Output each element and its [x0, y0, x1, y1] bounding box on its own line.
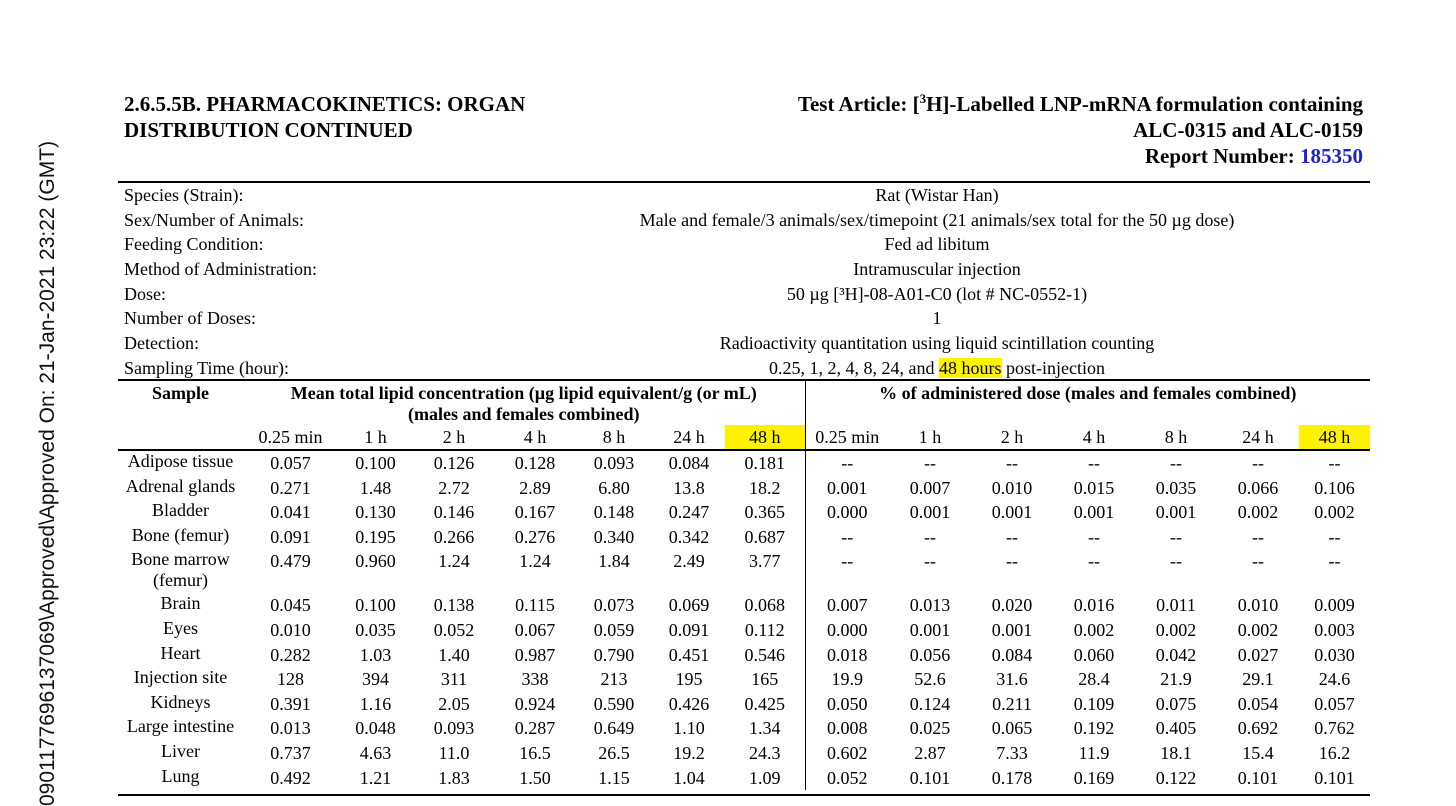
- dose-percent-cell: 0.002: [1155, 619, 1197, 640]
- concentration-cell: 16.5: [519, 742, 551, 763]
- concentration-cell: 0.041: [270, 502, 311, 523]
- sample-name-line: Brain: [160, 593, 201, 614]
- concentration-cell: 0.148: [593, 502, 635, 523]
- concentration-cell: 0.146: [433, 502, 475, 523]
- dose-percent-cell: 0.001: [1155, 502, 1197, 523]
- dose-percent-cell: 0.052: [827, 767, 868, 788]
- dose-percent-cell: 0.015: [1073, 477, 1115, 498]
- dose-percent-cell: --: [1170, 453, 1182, 473]
- concentration-cell: 0.126: [433, 453, 475, 473]
- concentration-cell: 0.100: [355, 595, 396, 616]
- concentration-cell: 0.115: [515, 595, 555, 616]
- concentration-cell: 0.451: [668, 644, 710, 665]
- sample-name-line: Kidneys: [150, 691, 211, 712]
- concentration-cell: 0.167: [514, 502, 556, 523]
- meta-value: Rat (Wistar Han): [875, 185, 999, 205]
- meta-row: [124, 306, 1370, 331]
- dose-percent-cell: 0.405: [1155, 718, 1197, 739]
- concentration-cell: 394: [362, 669, 389, 690]
- sample-name-line: (femur): [153, 570, 208, 591]
- concentration-cell: 0.987: [514, 644, 556, 665]
- concentration-cell: 26.5: [598, 742, 630, 763]
- concentration-cell: 0.287: [514, 718, 556, 739]
- dose-percent-cell: --: [1088, 551, 1100, 572]
- conc-timepoint-header: 1 h: [338, 425, 413, 450]
- meta-row: [124, 282, 1370, 307]
- concentration-cell: 1.04: [673, 767, 705, 788]
- meta-label: Detection:: [124, 333, 199, 354]
- dose-timepoint-header: 8 h: [1135, 425, 1217, 450]
- concentration-cell: 1.40: [438, 644, 470, 665]
- concentration-cell: 0.342: [668, 526, 710, 547]
- concentration-cell: 0.112: [725, 618, 805, 643]
- concentration-cell: 0.425: [725, 692, 805, 717]
- concentration-cell: 1.48: [359, 477, 392, 498]
- dose-timepoint-header: 0.25 min: [805, 425, 889, 450]
- concentration-cell: 0.737: [270, 742, 311, 763]
- table-row: [118, 450, 1370, 476]
- table-row: [118, 476, 1370, 501]
- dose-percent-cell: 0.016: [1073, 595, 1115, 616]
- dose-percent-cell: 2.87: [914, 742, 946, 763]
- concentration-cell: 0.924: [514, 693, 556, 714]
- concentration-cell: 0.282: [270, 644, 311, 665]
- sample-name-line: Injection site: [133, 667, 228, 688]
- dose-percent-cell: 0.027: [1237, 644, 1279, 665]
- sample-name: [118, 450, 243, 476]
- sample-name-line: Liver: [161, 740, 200, 761]
- dose-percent-cell: 29.1: [1242, 669, 1274, 690]
- sample-name: [118, 766, 243, 791]
- concentration-cell: 13.8: [673, 477, 705, 498]
- table-bottom-rule: [118, 794, 1370, 796]
- dose-percent-cell: --: [924, 526, 936, 547]
- dose-percent-cell: 0.101: [1237, 767, 1279, 788]
- concentration-cell: 0.067: [514, 619, 556, 640]
- dose-percent-cell: --: [1328, 526, 1341, 547]
- concentration-cell: 0.276: [514, 526, 556, 547]
- concentration-cell: 0.093: [433, 718, 475, 739]
- concentration-cell: 0.091: [668, 619, 710, 640]
- approval-stamp: 0901177696137069\Approved\Approved On: 21-Jan-2021 23:22 (GMT): [36, 140, 59, 806]
- dose-timepoint-header: 1 h: [889, 425, 971, 450]
- concentration-cell: 0.093: [593, 453, 635, 473]
- concentration-header-line1: Mean total lipid concentration (µg lipid equivalent/g (or mL): [290, 383, 757, 403]
- table-row: [118, 593, 1370, 618]
- test-article-line2: ALC-0315 and ALC-0159: [1133, 118, 1363, 142]
- sample-name: [118, 643, 243, 668]
- concentration-cell: 1.34: [725, 716, 805, 741]
- table-row: [118, 618, 1370, 643]
- dose-percent-cell: 0.013: [909, 595, 951, 616]
- concentration-cell: 2.72: [438, 477, 470, 498]
- concentration-cell: 0.073: [593, 595, 635, 616]
- concentration-cell: 0.546: [725, 643, 805, 668]
- test-article-prefix: Test Article: [: [797, 92, 920, 116]
- organ-distribution-table: [118, 381, 1370, 790]
- dose-percent-cell: --: [1006, 551, 1018, 572]
- table-row: [118, 549, 1370, 593]
- table-row: [118, 692, 1370, 717]
- study-metadata: [124, 183, 1370, 381]
- concentration-cell: 311: [440, 669, 468, 690]
- meta-label: Feeding Condition:: [124, 234, 264, 255]
- sample-name: [118, 476, 243, 501]
- test-article-header: [798, 91, 1363, 169]
- concentration-cell: 1.03: [359, 644, 392, 665]
- table-row: [118, 667, 1370, 692]
- dose-percent-cell: 0.602: [827, 742, 868, 763]
- concentration-cell: 0.649: [593, 718, 635, 739]
- meta-row: [124, 331, 1370, 356]
- dose-percent-cell: 0.211: [992, 693, 1032, 714]
- concentration-cell: 0.084: [668, 453, 710, 473]
- section-title-line2: DISTRIBUTION CONTINUED: [124, 118, 413, 142]
- dose-percent-cell: --: [1252, 453, 1264, 473]
- concentration-cell: 0.048: [355, 718, 396, 739]
- dose-percent-cell: --: [924, 551, 936, 572]
- concentration-cell: 0.479: [270, 551, 311, 572]
- dose-percent-cell: 18.1: [1160, 742, 1192, 763]
- dose-header: % of administered dose (males and females combined): [879, 383, 1297, 403]
- dose-percent-cell: 0.025: [909, 718, 951, 739]
- concentration-cell: 1.15: [598, 767, 630, 788]
- dose-percent-cell: 0.009: [1314, 595, 1355, 616]
- dose-timepoint-header: 4 h: [1053, 425, 1135, 450]
- dose-percent-cell: 11.9: [1078, 742, 1110, 763]
- concentration-cell: 0.266: [433, 526, 475, 547]
- dose-percent-cell: 0.042: [1155, 644, 1197, 665]
- table-row: [118, 716, 1370, 741]
- report-number: 185350: [1300, 144, 1363, 168]
- sample-name: [118, 549, 243, 593]
- meta-value-part: 0.25, 1, 2, 4, 8, 24, and: [769, 357, 939, 378]
- dose-percent-cell: 0.106: [1314, 477, 1355, 498]
- dose-percent-cell: 19.9: [831, 669, 863, 690]
- dose-percent-cell: 0.066: [1237, 477, 1279, 498]
- timepoint-header-row: [118, 425, 1370, 450]
- dose-percent-cell: 0.075: [1155, 693, 1197, 714]
- meta-value: Radioactivity quantitation using liquid scintillation counting: [719, 333, 1155, 354]
- test-article-line1: [798, 91, 1363, 117]
- concentration-cell: 1.09: [725, 766, 805, 791]
- table-row: [118, 525, 1370, 550]
- report-number-line: [798, 143, 1363, 169]
- dose-percent-cell: 0.030: [1314, 644, 1355, 665]
- concentration-cell: 1.83: [438, 767, 470, 788]
- meta-label: Sampling Time (hour):: [124, 357, 290, 378]
- concentration-cell: 1.24: [519, 551, 551, 572]
- concentration-header: [243, 381, 805, 425]
- conc-timepoint-header: 0.25 min: [243, 425, 338, 450]
- dose-percent-cell: --: [1088, 526, 1100, 547]
- dose-percent-cell: --: [1088, 453, 1100, 473]
- dose-percent-cell: 0.056: [909, 644, 951, 665]
- dose-percent-cell: 0.007: [827, 595, 868, 616]
- sample-name: [118, 716, 243, 741]
- dose-percent-cell: 0.020: [991, 595, 1033, 616]
- dose-percent-cell: 0.101: [1314, 767, 1355, 788]
- concentration-cell: 0.365: [725, 500, 805, 525]
- dose-percent-cell: --: [1328, 551, 1341, 572]
- concentration-cell: 0.130: [355, 502, 396, 523]
- dose-percent-cell: 0.001: [991, 502, 1033, 523]
- dose-percent-cell: 52.6: [914, 669, 946, 690]
- sample-name-line: Adipose tissue: [127, 451, 234, 471]
- meta-label: Sex/Number of Animals:: [124, 209, 304, 230]
- dose-percent-cell: 0.060: [1073, 644, 1115, 665]
- concentration-cell: 0.091: [270, 526, 311, 547]
- meta-value: 1: [932, 308, 942, 329]
- meta-label: Number of Doses:: [124, 308, 256, 329]
- concentration-cell: 0.492: [270, 767, 311, 788]
- dose-timepoint-header: 24 h: [1217, 425, 1299, 450]
- concentration-cell: 0.391: [270, 693, 311, 714]
- dose-percent-cell: 0.124: [909, 693, 951, 714]
- dose-percent-cell: 31.6: [996, 669, 1028, 690]
- dose-percent-cell: 7.33: [996, 742, 1028, 763]
- dose-percent-cell: --: [841, 526, 854, 547]
- concentration-cell: 24.3: [725, 741, 805, 766]
- sample-name: [118, 692, 243, 717]
- concentration-cell: 0.195: [355, 526, 396, 547]
- dose-percent-cell: 0.011: [1156, 595, 1196, 616]
- dose-percent-cell: 0.003: [1314, 619, 1355, 640]
- sample-name: [118, 618, 243, 643]
- report-label: Report Number:: [1144, 144, 1300, 168]
- section-title: [124, 91, 525, 143]
- table-row: [118, 643, 1370, 668]
- dose-percent-cell: 0.169: [1073, 767, 1115, 788]
- sample-name-line: Lung: [161, 765, 200, 786]
- dose-percent-cell: 0.035: [1155, 477, 1197, 498]
- dose-percent-cell: 0.122: [1155, 767, 1197, 788]
- table-row: [118, 500, 1370, 525]
- meta-label: Species (Strain):: [124, 185, 244, 205]
- sample-col-spacer: [118, 425, 243, 450]
- dose-percent-cell: 0.001: [1073, 502, 1115, 523]
- concentration-cell: 165: [725, 667, 805, 692]
- dose-percent-cell: 0.001: [909, 502, 951, 523]
- dose-percent-cell: 15.4: [1242, 742, 1274, 763]
- concentration-cell: 1.84: [598, 551, 630, 572]
- conc-timepoint-header: 8 h: [575, 425, 653, 450]
- concentration-cell: 0.271: [270, 477, 311, 498]
- concentration-cell: 1.16: [359, 693, 392, 714]
- meta-value: Fed ad libitum: [884, 234, 990, 255]
- sample-header: Sample: [151, 383, 209, 403]
- concentration-cell: 0.052: [433, 619, 475, 640]
- concentration-cell: 0.590: [593, 693, 635, 714]
- dose-percent-cell: 16.2: [1318, 742, 1351, 763]
- concentration-cell: 11.0: [438, 742, 470, 763]
- concentration-cell: 18.2: [725, 476, 805, 501]
- concentration-cell: 0.790: [593, 644, 635, 665]
- concentration-cell: 0.128: [514, 453, 556, 473]
- concentration-cell: 0.687: [725, 525, 805, 550]
- concentration-cell: 1.21: [359, 767, 392, 788]
- dose-percent-cell: 0.007: [909, 477, 951, 498]
- table-row: [118, 766, 1370, 791]
- dose-percent-cell: 0.002: [1237, 502, 1279, 523]
- dose-percent-cell: --: [1252, 526, 1264, 547]
- dose-percent-cell: 0.000: [827, 502, 868, 523]
- dose-percent-cell: 0.178: [991, 767, 1033, 788]
- concentration-cell: 0.013: [270, 718, 311, 739]
- sample-name: [118, 500, 243, 525]
- dose-percent-cell: --: [1006, 526, 1018, 547]
- dose-percent-cell: --: [841, 551, 854, 572]
- concentration-cell: 4.63: [359, 742, 392, 763]
- dose-percent-cell: 0.065: [991, 718, 1033, 739]
- concentration-cell: 0.100: [355, 453, 396, 473]
- dose-percent-cell: 0.057: [1314, 693, 1355, 714]
- concentration-cell: 2.05: [438, 693, 470, 714]
- meta-value: Intramuscular injection: [853, 259, 1021, 280]
- dose-percent-cell: 0.692: [1237, 718, 1279, 739]
- dose-percent-cell: 24.6: [1318, 669, 1351, 690]
- sample-name: [118, 667, 243, 692]
- concentration-cell: 2.89: [519, 477, 551, 498]
- concentration-cell: 195: [675, 669, 703, 690]
- dose-percent-cell: 21.9: [1160, 669, 1192, 690]
- concentration-cell: 0.059: [593, 619, 635, 640]
- concentration-cell: 338: [521, 669, 549, 690]
- isotope-superscript: 3: [919, 91, 927, 106]
- meta-row: [124, 208, 1370, 233]
- concentration-cell: 0.045: [270, 595, 311, 616]
- meta-label: Method of Administration:: [124, 259, 317, 280]
- table-body: [118, 450, 1370, 790]
- sample-name: [118, 741, 243, 766]
- dose-percent-cell: 0.054: [1237, 693, 1279, 714]
- concentration-cell: 0.010: [270, 619, 311, 640]
- dose-percent-cell: --: [1252, 551, 1264, 572]
- meta-row: [124, 257, 1370, 282]
- conc-timepoint-header: 4 h: [495, 425, 575, 450]
- dose-percent-cell: 28.4: [1078, 669, 1110, 690]
- dose-timepoint-header: 2 h: [971, 425, 1053, 450]
- dose-percent-cell: --: [1170, 551, 1182, 572]
- sample-name-line: Eyes: [163, 617, 198, 638]
- dose-percent-cell: 0.001: [827, 477, 868, 498]
- concentration-cell: 0.340: [593, 526, 635, 547]
- conc-timepoint-header: 48 h: [725, 425, 805, 450]
- concentration-cell: 0.069: [668, 595, 710, 616]
- dose-percent-cell: 0.008: [827, 718, 868, 739]
- dose-percent-cell: 0.018: [827, 644, 868, 665]
- dose-percent-cell: --: [924, 453, 936, 473]
- concentration-cell: 19.2: [673, 742, 705, 763]
- sample-name-line: Large intestine: [126, 716, 235, 737]
- concentration-cell: 128: [277, 669, 304, 690]
- concentration-cell: 1.50: [519, 767, 551, 788]
- meta-row: [124, 232, 1370, 257]
- highlighted-48-hours: 48 hours: [939, 357, 1002, 378]
- concentration-cell: 0.068: [725, 593, 805, 618]
- dose-percent-cell: 0.084: [991, 644, 1033, 665]
- section-title-line1: 2.6.5.5B. PHARMACOKINETICS: ORGAN: [124, 92, 526, 116]
- concentration-cell: 3.77: [725, 549, 805, 593]
- dose-percent-cell: 0.192: [1073, 718, 1115, 739]
- concentration-cell: 213: [600, 669, 628, 690]
- sample-name-line: Bone (femur): [131, 524, 230, 545]
- dose-percent-cell: 0.001: [991, 619, 1033, 640]
- concentration-cell: 0.181: [725, 450, 805, 476]
- dose-percent-cell: --: [1006, 453, 1018, 473]
- dose-percent-cell: 0.010: [991, 477, 1033, 498]
- dose-percent-cell: 0.000: [827, 619, 868, 640]
- dose-percent-cell: 0.002: [1073, 619, 1115, 640]
- dose-percent-cell: 0.101: [909, 767, 951, 788]
- concentration-cell: 0.247: [668, 502, 710, 523]
- conc-timepoint-header: 24 h: [653, 425, 725, 450]
- sample-name: [118, 525, 243, 550]
- concentration-cell: 0.426: [668, 693, 710, 714]
- dose-percent-cell: --: [1170, 526, 1182, 547]
- concentration-cell: 0.960: [355, 551, 396, 572]
- test-article-suffix: H]-Labelled LNP-mRNA formulation containing: [926, 92, 1363, 116]
- dose-percent-cell: 0.762: [1314, 718, 1355, 739]
- dose-percent-cell: --: [841, 453, 854, 473]
- dose-percent-cell: 0.109: [1073, 693, 1115, 714]
- meta-value: [394, 356, 1370, 381]
- concentration-header-line2: (males and females combined): [408, 404, 640, 424]
- concentration-cell: 1.24: [438, 551, 470, 572]
- concentration-cell: 0.057: [270, 453, 311, 473]
- meta-value: 50 µg [³H]-08-A01-C0 (lot # NC-0552-1): [786, 283, 1088, 304]
- sample-name-line: Adrenal glands: [125, 475, 236, 496]
- sample-name-line: Bone marrow: [131, 549, 230, 570]
- dose-percent-cell: 0.010: [1237, 595, 1279, 616]
- meta-row: [124, 356, 1370, 381]
- sample-name-line: Heart: [160, 642, 201, 663]
- sample-name: [118, 593, 243, 618]
- concentration-cell: 2.49: [673, 551, 705, 572]
- meta-value: Male and female/3 animals/sex/timepoint (21 animals/sex total for the 50 µg dose): [639, 209, 1235, 230]
- table-row: [118, 741, 1370, 766]
- conc-timepoint-header: 2 h: [413, 425, 495, 450]
- dose-percent-cell: 0.050: [827, 693, 868, 714]
- meta-value-part: post-injection: [1001, 357, 1105, 378]
- meta-row: [124, 183, 1370, 208]
- dose-percent-cell: --: [1328, 453, 1341, 473]
- dose-percent-cell: 0.001: [909, 619, 951, 640]
- concentration-cell: 6.80: [598, 477, 630, 498]
- dose-percent-cell: 0.002: [1314, 502, 1355, 523]
- concentration-cell: 0.138: [433, 595, 475, 616]
- meta-label: Dose:: [124, 283, 166, 304]
- sample-name-line: Bladder: [152, 500, 209, 521]
- dose-percent-cell: 0.002: [1237, 619, 1279, 640]
- concentration-cell: 0.035: [355, 619, 396, 640]
- dose-timepoint-header: 48 h: [1299, 425, 1370, 450]
- concentration-cell: 1.10: [673, 718, 705, 739]
